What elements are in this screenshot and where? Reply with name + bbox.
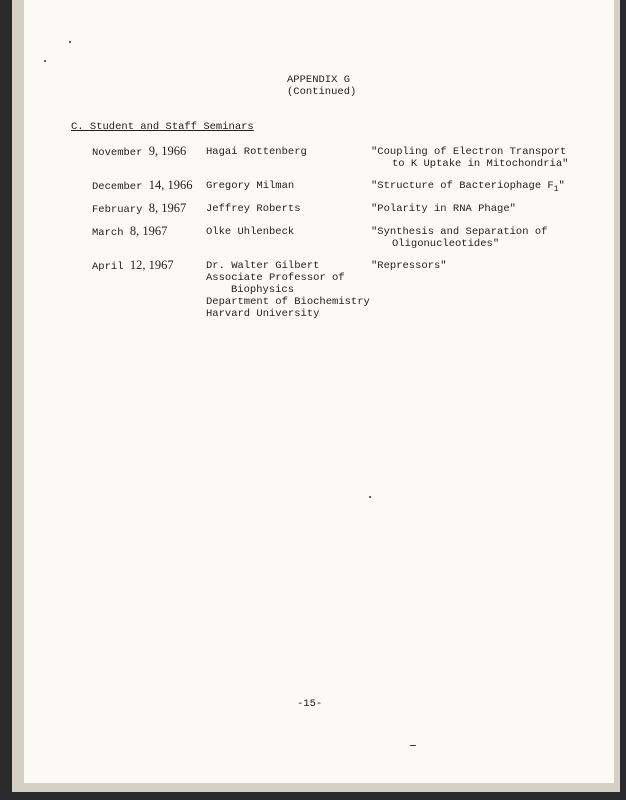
document-page [24,0,614,783]
seminar-speaker-detail: Associate Professor of [206,272,345,284]
scan-speck [410,745,416,746]
scan-speck [369,496,371,498]
seminar-date: November 9, 1966 [92,144,187,159]
seminar-date: February 8, 1967 [92,201,187,216]
seminar-title: to K Uptake in Mitochondria" [392,158,569,170]
seminar-title: "Synthesis and Separation of [371,226,548,238]
seminar-speaker-detail: Department of Biochemistry [206,296,370,308]
seminar-date: April 12, 1967 [92,258,174,273]
seminar-speaker: Gregory Milman [206,180,295,192]
seminar-speaker: Olke Uhlenbeck [206,226,295,238]
section-heading: C. Student and Staff Seminars [71,121,254,133]
appendix-title: APPENDIX G [287,74,351,86]
page-number: -15- [297,698,323,710]
seminar-speaker: Dr. Walter Gilbert [206,260,320,272]
seminar-title: "Structure of Bacteriophage $F_1$" [371,180,565,195]
scan-speck [44,60,46,62]
seminar-title: "Repressors" [371,260,447,272]
seminar-speaker: Jeffrey Roberts [206,203,301,215]
appendix-subtitle: (Continued) [287,86,357,98]
seminar-date: March 8, 1967 [92,224,168,239]
seminar-date: December 14, 1966 [92,178,193,193]
seminar-title: "Coupling of Electron Transport [371,146,567,158]
seminar-speaker-detail: Harvard University [206,308,320,320]
seminar-title: "Polarity in RNA Phage" [371,203,516,215]
seminar-title: Oligonucleotides" [392,238,500,250]
seminar-speaker: Hagai Rottenberg [206,146,307,158]
seminar-speaker-detail: Biophysics [231,284,295,296]
scan-speck [69,41,71,43]
